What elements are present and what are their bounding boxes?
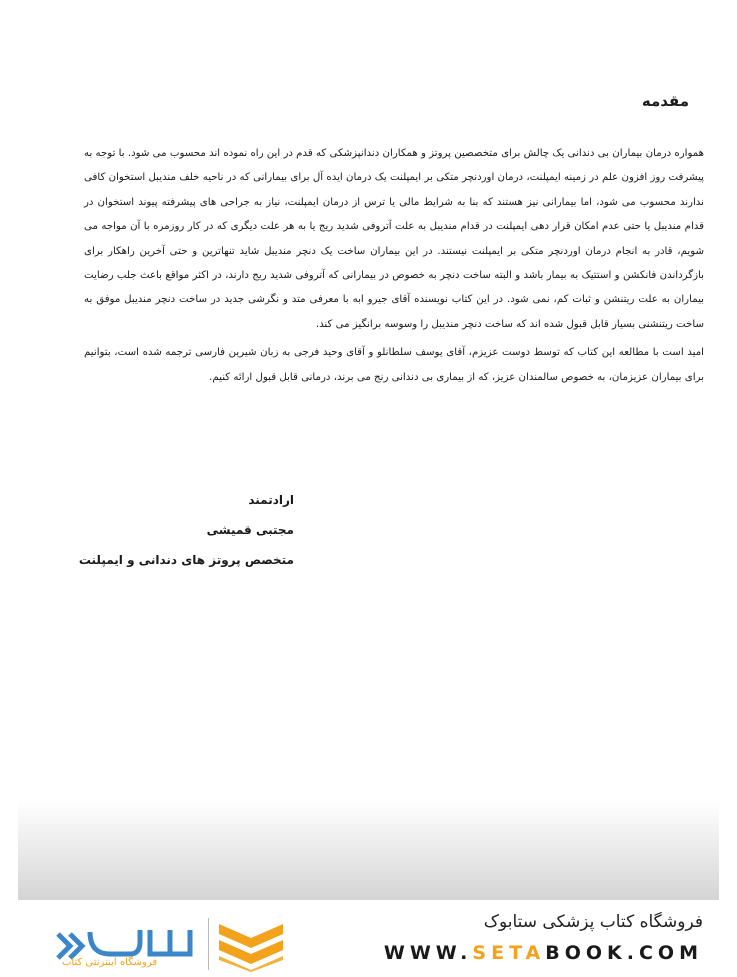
logo-divider	[208, 918, 209, 970]
url-accent: SETA	[472, 942, 546, 964]
paragraph-2: امید است با مطالعه این کتاب که توسط دوست عزیزم، آقای یوسف سلطانلو و آقای وحید فرجی به زبان شیرین فارسی ترجمه شده است، بتوانیم برای بیماران عزیزمان، به خصوص سالمندان عزیز، که از بیماری بی دندانی رنج می برند، درمانی قابل قبول ارائه کنیم.	[84, 347, 704, 383]
paragraph-1: همواره درمان بیماران بی دندانی یک چالش برای متخصصین پروتز و همکاران دندانپزشکی که قدم در این راه نموده اند محسوب می شود. با توجه به پیشرفت روز افزون علم در زمینه ایمپلنت، درمان اوردنچر متکی بر ایمپلنت یک درمان ایده آل برای بیمارانی که در ناحیه خلف مندیبل استخوان کافی ندارند محسوب می شود، اما بیمارانی نیز هستند که بنا به شرایط مالی یا ترس از درمان ایمپلنت، نیاز به جراحی های پیشرفته پیوند استخوان در قدام مندیبل یا حتی عدم امکان قرار دهی ایمپلنت در قدام مندیبل به علت آتروفی شدید ریج یا به هر علت دیگری که در کار روزمره با آن مواجه می شویم، قادر به انجام درمان اوردنچر متکی بر ایمپلنت نیستند. در این بیماران ساخت یک دنچر مندیبل شاید تنهاترین و حتی آخرین راهکار برای بازگرداندن فانکشن و استتیک به بیمار باشد و البته ساخت دنچر به خصوص در بیمارانی که آتروفی شدید ریج دارند، در اکثر مواقع باعث جلب رضایت بیماران به علت ریتنشن و ثبات کم، نمی شود. در این کتاب نویسنده آقای جیرو ابه با معرفی متد و نگرشی جدید در ساخت دنچر مندیبل موفق به ساخت ریتنشنی بسیار قابل قبول شده اند که ساخت دنچر مندیبل را وسوسه برانگیز می کند.	[84, 148, 704, 330]
logo-subtitle: فروشگاه اینترنتی کتاب	[62, 957, 158, 968]
shop-name: فروشگاه کتاب پزشکی ستابوک	[483, 912, 703, 932]
url-prefix: WWW.	[383, 942, 473, 964]
url-suffix: BOOK.COM	[545, 942, 703, 964]
signature-title: متخصص پروتز های دندانی و ایمپلنت	[78, 553, 294, 567]
book-logo-icon	[215, 916, 287, 972]
shop-url-link[interactable]	[384, 942, 703, 964]
signature-block	[79, 485, 294, 575]
preface-body	[84, 142, 704, 390]
signature-name: مجتبی قمیشی	[206, 523, 294, 537]
page-bottom-shadow	[18, 800, 719, 900]
signature-closing: ارادتمند	[248, 493, 294, 507]
section-title: مقدمه	[641, 92, 689, 110]
